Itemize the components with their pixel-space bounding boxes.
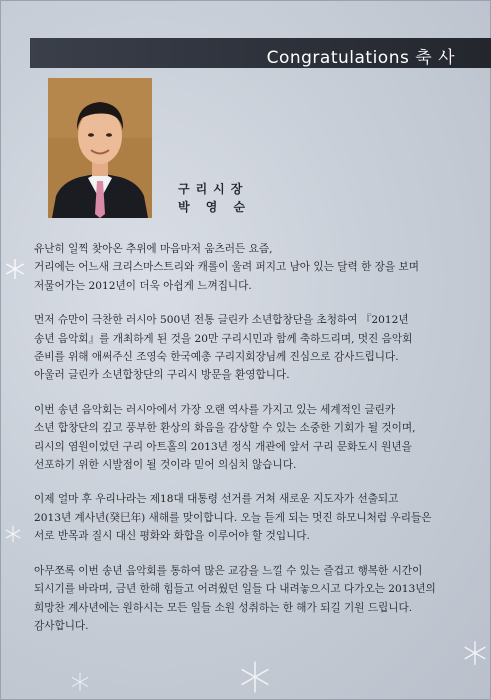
speaker-title: 구리시장 <box>178 182 249 196</box>
snowflake-icon <box>462 640 488 666</box>
text-line: 리시의 염원이었던 구리 아트홀의 2013년 정식 개관에 앞서 구리 문화도시 원년을 <box>34 440 412 453</box>
page-title: Congratulations 축 사 <box>266 48 455 68</box>
text-line: 선포하기 위한 시발점이 될 것이라 믿어 의심치 않습니다. <box>34 459 297 472</box>
text-line: 서로 반목과 질시 대신 평화와 화합을 이루어야 할 것입니다. <box>34 530 310 543</box>
portrait-photo <box>48 78 152 218</box>
text-line: 거리에는 어느새 크리스마스트리와 캐롤이 울려 퍼지고 남아 있는 달력 한 장을 보며 <box>34 261 419 274</box>
text-line: 이제 얼마 후 우리나라는 제18대 대통령 선거를 거쳐 새로운 지도자가 선출되고 <box>34 493 399 506</box>
text-line: 송년 음악회』를 개최하게 된 것을 20만 구리시민과 함께 축하드리며, 멋진 음악회 <box>34 332 413 345</box>
paragraph-gap <box>34 474 462 490</box>
text-line: 2013년 계사년(癸巳年) 새해를 맞이합니다. 오늘 듣게 되는 멋진 하모니처럼 우리들은 <box>34 511 432 524</box>
text-line: 이번 송년 음악회는 러시아에서 가장 오랜 역사를 가지고 있는 세계적인 글린카 <box>34 403 396 416</box>
paragraph-5 <box>34 562 462 636</box>
paragraph-gap <box>34 295 462 311</box>
text-line: 먼저 슈만이 극찬한 러시아 500년 전통 글린카 소년합창단을 초청하여 『2012년 <box>34 314 409 327</box>
portrait-illustration <box>48 78 152 218</box>
snowflake-icon <box>4 258 26 280</box>
paragraph-gap <box>34 385 462 401</box>
text-line: 감사합니다. <box>34 619 89 632</box>
snowflake-icon <box>4 525 22 543</box>
speech-body <box>34 240 462 635</box>
paragraph-1 <box>34 240 462 295</box>
text-line: 아울러 글린카 소년합창단의 구리시 방문을 환영합니다. <box>34 369 290 382</box>
speaker-block <box>178 180 251 216</box>
speaker-name: 박 영 순 <box>178 200 252 214</box>
header-banner <box>30 38 491 68</box>
text-line: 준비를 위해 애써주신 조영숙 한국예총 구리지회장님께 진심으로 감사드립니다. <box>34 351 399 364</box>
text-line: 소년 합창단의 깊고 풍부한 환상의 화음을 감상할 수 있는 소중한 기회가 될 것이며, <box>34 422 416 435</box>
paragraph-3 <box>34 401 462 475</box>
paragraph-2 <box>34 311 462 385</box>
text-line: 아무쪼록 이번 송년 음악회를 통하여 많은 교감을 느낄 수 있는 즐겁고 행복한 시간이 <box>34 564 423 577</box>
snowflake-icon <box>70 672 90 692</box>
text-line: 저물어가는 2012년이 더욱 아쉽게 느껴집니다. <box>34 279 252 292</box>
text-line: 되시기를 바라며, 금년 한해 힘들고 어려웠던 일들 다 내려놓으시고 다가오는 2013년의 <box>34 583 436 596</box>
paragraph-gap <box>34 546 462 562</box>
text-line: 유난히 일찍 찾아온 추위에 마음마저 움츠러든 요즘, <box>34 243 273 255</box>
snowflake-icon <box>238 660 272 694</box>
text-line: 희망찬 계사년에는 원하시는 모든 일들 소원 성취하는 한 해가 되길 기원 드립니다. <box>34 601 413 614</box>
paragraph-4 <box>34 490 462 545</box>
